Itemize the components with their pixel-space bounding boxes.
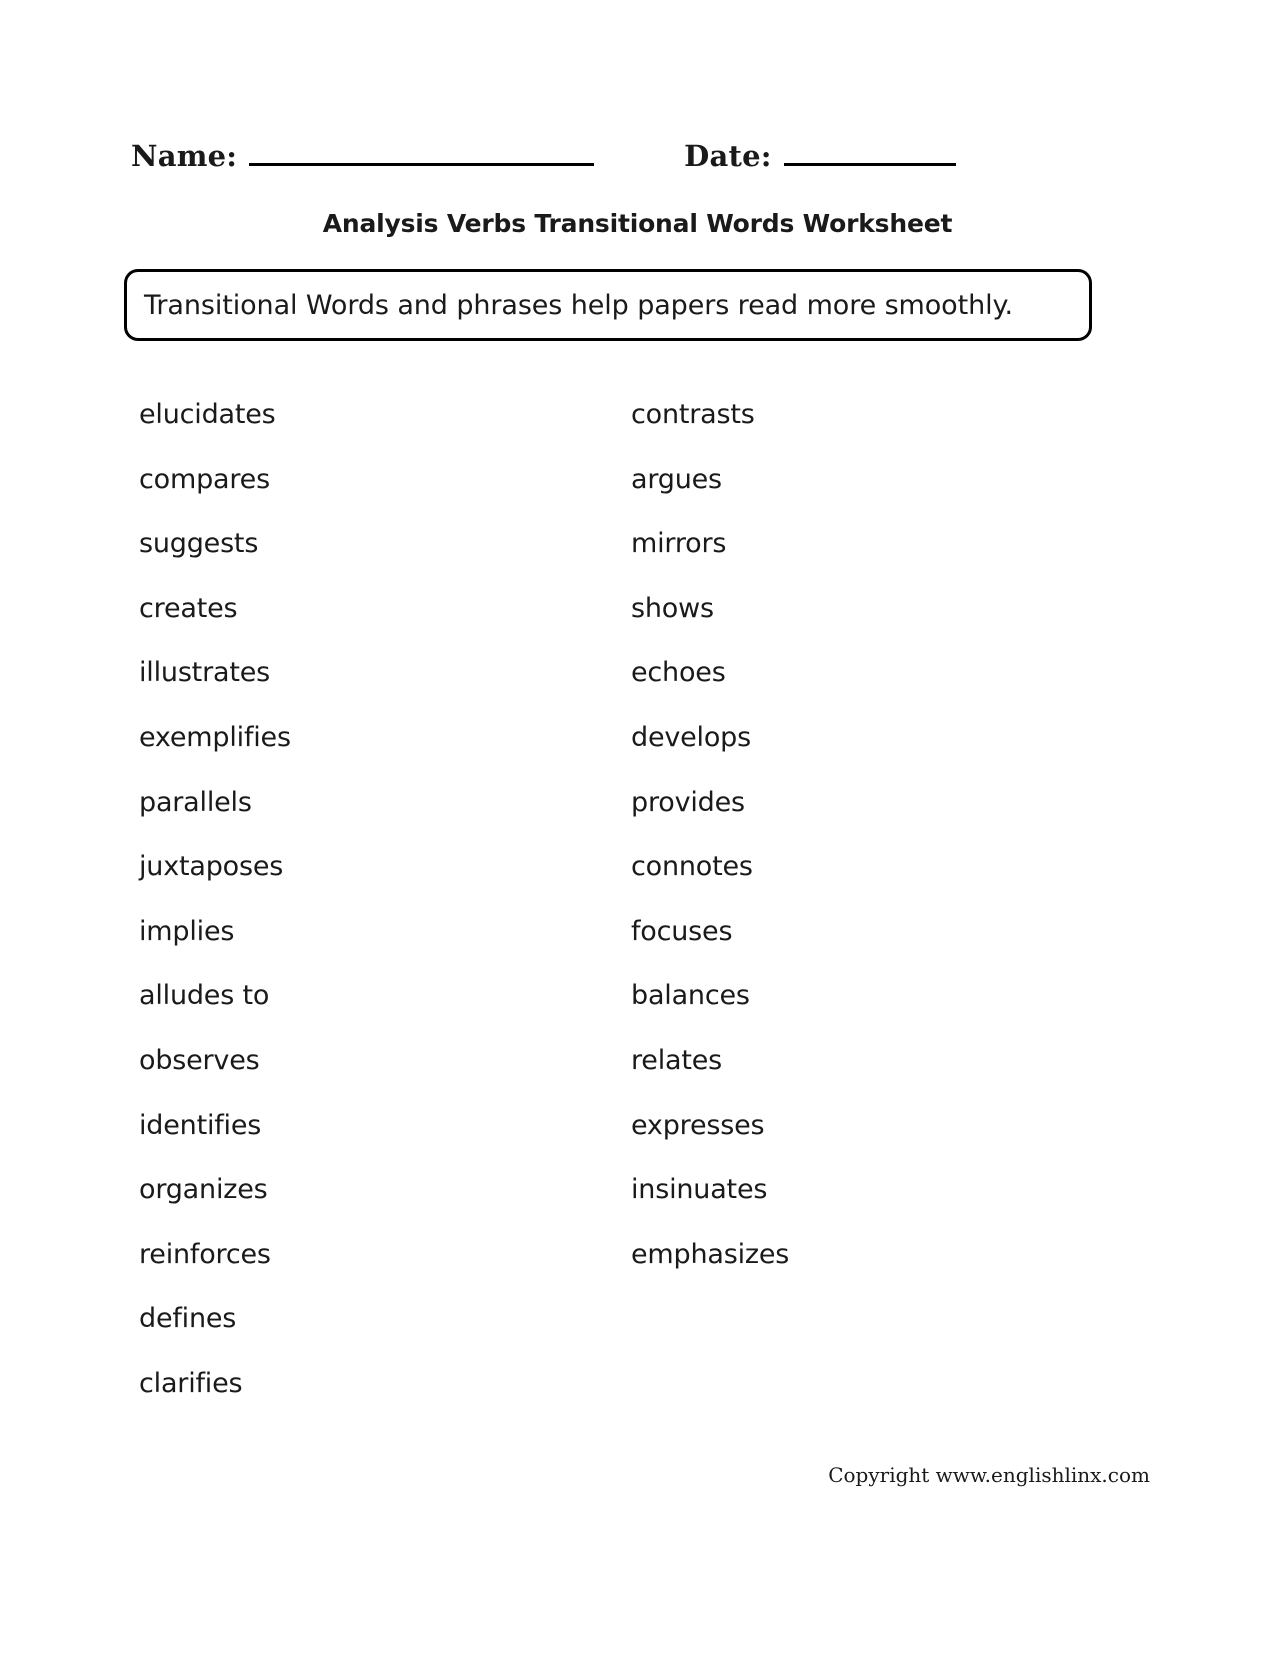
list-item: connotes <box>631 851 753 883</box>
copyright-notice: Copyright www.englishlinx.com <box>828 1463 1150 1487</box>
list-item: provides <box>631 786 745 818</box>
list-item: contrasts <box>631 399 755 430</box>
date-input-blank[interactable] <box>784 137 956 166</box>
list-item: implies <box>139 915 235 947</box>
list-item: reinforces <box>139 1238 271 1270</box>
list-item: compares <box>139 463 270 495</box>
list-item: identifies <box>139 1109 262 1141</box>
list-item: focuses <box>631 915 733 947</box>
list-item: relates <box>631 1044 723 1076</box>
date-label: Date: <box>684 139 772 173</box>
list-item: echoes <box>631 657 726 689</box>
list-item: elucidates <box>139 399 276 430</box>
instruction-text: Transitional Words and phrases help papers read more smoothly. <box>144 289 1014 321</box>
page-title: Analysis Verbs Transitional Words Worksheet <box>322 209 953 238</box>
list-item: expresses <box>631 1109 765 1141</box>
list-item: alludes to <box>139 980 270 1012</box>
list-item: parallels <box>139 786 252 818</box>
list-item: defines <box>139 1303 237 1335</box>
list-item: exemplifies <box>139 721 291 753</box>
list-item: illustrates <box>139 657 270 689</box>
instruction-box <box>124 269 1092 341</box>
list-item: insinuates <box>631 1174 768 1206</box>
name-label: Name: <box>131 139 238 173</box>
list-item: develops <box>631 721 751 753</box>
list-item: juxtaposes <box>139 851 284 883</box>
list-item: creates <box>139 592 238 624</box>
word-list-area <box>0 383 1275 1433</box>
list-item: organizes <box>139 1174 268 1206</box>
name-input-blank[interactable] <box>249 137 594 166</box>
list-item: suggests <box>139 528 259 560</box>
list-item: balances <box>631 980 750 1012</box>
word-column-left <box>139 383 291 1417</box>
list-item: mirrors <box>631 528 727 560</box>
list-item: observes <box>139 1044 260 1076</box>
list-item: shows <box>631 592 714 624</box>
word-column-right <box>631 383 789 1287</box>
student-info-row <box>131 137 1141 173</box>
list-item: argues <box>631 463 722 495</box>
list-item: clarifies <box>139 1367 243 1399</box>
list-item: emphasizes <box>631 1238 790 1270</box>
